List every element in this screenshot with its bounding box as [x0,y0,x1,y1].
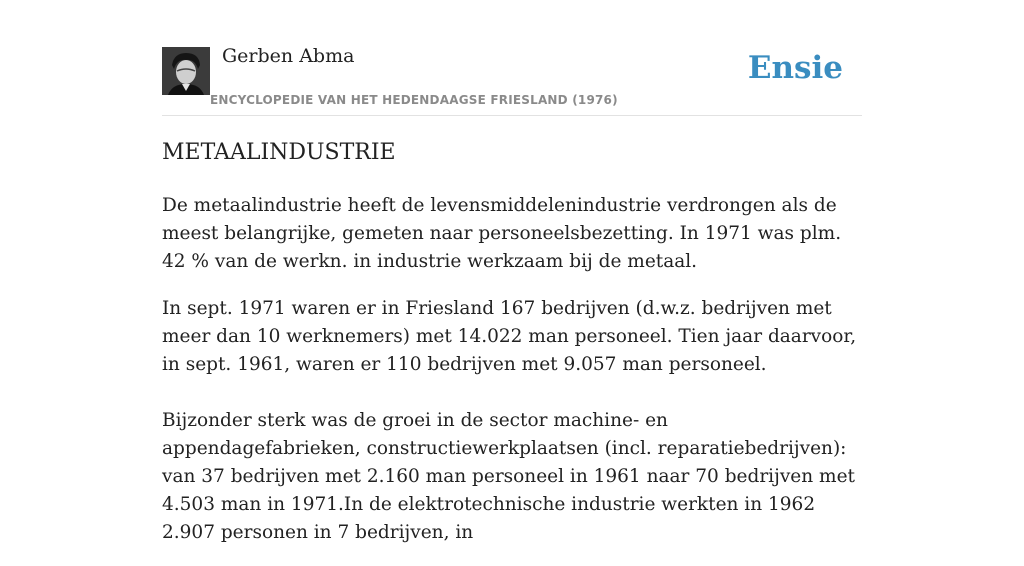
article-container [162,0,862,543]
paragraph: De metaalindustrie heeft de levensmiddelenindustrie verdrongen als de meest belangrijke, gemeten naar personeelsbezetting. In 1971 was plm. 42 % van de werkn. in industrie werkzaam bij de metaal. [162,195,842,272]
author-name[interactable]: Gerben Abma [222,45,355,67]
avatar[interactable] [162,47,210,95]
paragraph: In sept. 1971 waren er in Friesland 167 bedrijven (d.w.z. bedrijven met meer dan 10 werknemers) met 14.022 man personeel. Tien jaar daarvoor, in sept. 1961, waren er 110 bedrijven met 9.057 man personeel. Bijzonder sterk was de groei in de sector machine- en appendagefabrieken, constructiewerkplaatsen (incl. reparatiebedrijven): van 37 bedrijven met 2.160 man personeel in 1961 naar 70 bedrijven met 4.503 man in 1971.In de elektrotechnische industrie werkten in 1962 2.907 personen in 7 bedrijven, in [162,298,857,543]
brand-logo[interactable]: Ensie [747,50,843,86]
article-header [162,0,862,116]
author-portrait-icon [162,47,210,95]
page-title: METAALINDUSTRIE [162,140,396,165]
source-publication[interactable]: ENCYCLOPEDIE VAN HET HEDENDAAGSE FRIESLAND (1976) [210,93,618,107]
article-body [162,192,862,566]
